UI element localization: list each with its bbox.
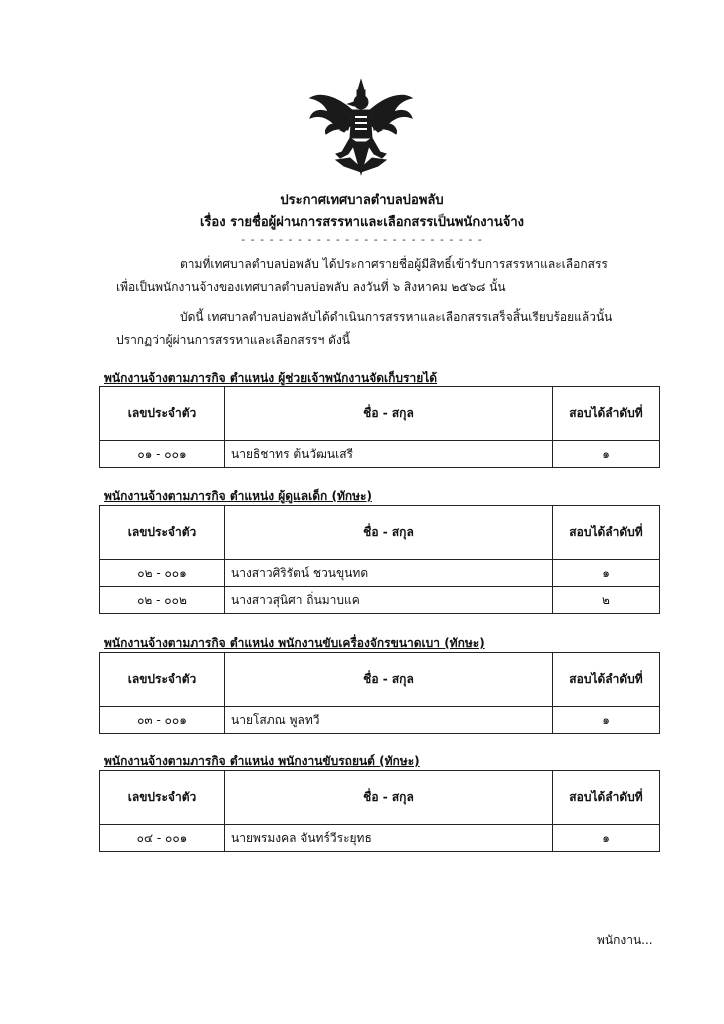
cell-name: นายธิชาทร ต้นวัฒนเสรี — [225, 441, 553, 468]
cell-name: นายพรมงคล จันทร์วีระยุทธ — [225, 825, 553, 852]
cell-name: นางสาวศิริรัตน์ ชวนขุนทด — [225, 560, 553, 587]
table-header-row — [100, 387, 660, 441]
header-id: เลขประจำตัว — [100, 506, 225, 560]
paragraph-2-line-1: บัดนี้ เทศบาลตำบลบ่อพลับได้ดำเนินการสรรหาและเลือกสรรเสร็จสิ้นเรียบร้อยแล้วนั้น — [180, 310, 613, 324]
section-heading: พนักงานจ้างตามภารกิจ ตำแหน่ง พนักงานขับรถยนต์ (ทักษะ) — [104, 754, 420, 768]
header-rank: สอบได้ลำดับที่ — [553, 771, 660, 825]
announcement-title: ประกาศเทศบาลตำบลบ่อพลับ — [280, 193, 444, 208]
section-heading: พนักงานจ้างตามภารกิจ ตำแหน่ง ผู้ช่วยเจ้าพนักงานจัดเก็บรายได้ — [104, 371, 438, 385]
results-table — [99, 652, 660, 734]
header-name: ชื่อ - สกุล — [225, 653, 553, 707]
results-table — [99, 770, 660, 852]
header-id: เลขประจำตัว — [100, 653, 225, 707]
table-row — [100, 707, 660, 734]
cell-rank: ๑ — [553, 707, 660, 734]
header-id: เลขประจำตัว — [100, 387, 225, 441]
header-id: เลขประจำตัว — [100, 771, 225, 825]
table-header-row — [100, 771, 660, 825]
announcement-subject: เรื่อง รายชื่อผู้ผ่านการสรรหาและเลือกสรรเป็นพนักงานจ้าง — [199, 215, 524, 230]
cell-rank: ๒ — [553, 587, 660, 614]
cell-name: นางสาวสุนิศา ถิ่นมาบแค — [225, 587, 553, 614]
paragraph-2-line-2: ปรากฏว่าผู้ผ่านการสรรหาและเลือกสรรฯ ดังนี้ — [116, 333, 350, 347]
paragraph-1-line-2: เพื่อเป็นพนักงานจ้างของเทศบาลตำบลบ่อพลับ ลงวันที่ ๖ สิงหาคม ๒๕๖๘ นั้น — [116, 280, 506, 294]
cell-id: ๐๓ - ๐๐๑ — [100, 707, 225, 734]
table-row — [100, 441, 660, 468]
garuda-emblem-icon — [306, 78, 416, 178]
table-row — [100, 560, 660, 587]
title-separator: - - - - - - - - - - - - - - - - - - - - - - - - - - — [241, 233, 483, 246]
continuation-text: พนักงาน... — [597, 933, 653, 947]
header-rank: สอบได้ลำดับที่ — [553, 387, 660, 441]
section-heading: พนักงานจ้างตามภารกิจ ตำแหน่ง ผู้ดูแลเด็ก (ทักษะ) — [104, 489, 372, 503]
header-rank: สอบได้ลำดับที่ — [553, 653, 660, 707]
results-table — [99, 386, 660, 468]
table-row — [100, 587, 660, 614]
header-name: ชื่อ - สกุล — [225, 506, 553, 560]
cell-id: ๐๔ - ๐๐๑ — [100, 825, 225, 852]
cell-name: นายโสภณ พูลทวี — [225, 707, 553, 734]
header-name: ชื่อ - สกุล — [225, 771, 553, 825]
cell-rank: ๑ — [553, 441, 660, 468]
header-name: ชื่อ - สกุล — [225, 387, 553, 441]
paragraph-1-line-1: ตามที่เทศบาลตำบลบ่อพลับ ได้ประกาศรายชื่อผู้มีสิทธิ์เข้ารับการสรรหาและเลือกสรร — [180, 257, 608, 271]
cell-id: ๐๑ - ๐๐๑ — [100, 441, 225, 468]
table-header-row — [100, 653, 660, 707]
cell-rank: ๑ — [553, 560, 660, 587]
table-row — [100, 825, 660, 852]
section-heading: พนักงานจ้างตามภารกิจ ตำแหน่ง พนักงานขับเครื่องจักรขนาดเบา (ทักษะ) — [104, 636, 485, 650]
table-header-row — [100, 506, 660, 560]
cell-id: ๐๒ - ๐๐๑ — [100, 560, 225, 587]
cell-id: ๐๒ - ๐๐๒ — [100, 587, 225, 614]
header-rank: สอบได้ลำดับที่ — [553, 506, 660, 560]
results-table — [99, 505, 660, 614]
cell-rank: ๑ — [553, 825, 660, 852]
